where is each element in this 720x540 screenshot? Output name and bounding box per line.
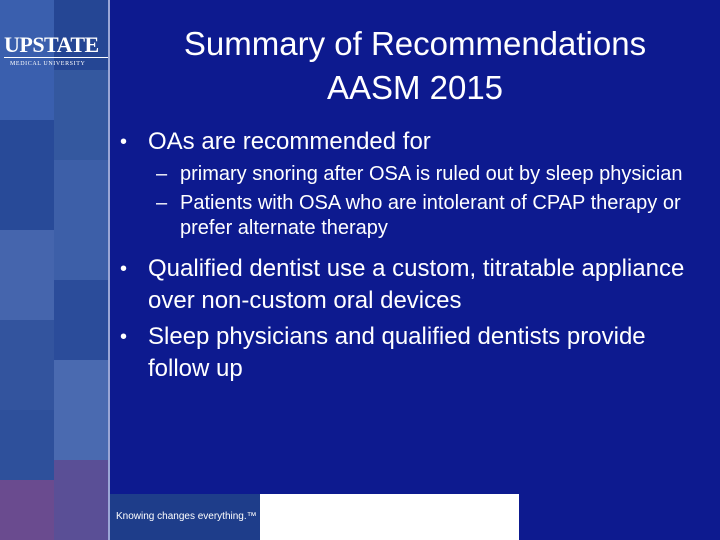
mosaic-tile (54, 460, 108, 540)
bullet-text: OAs are recommended for (148, 128, 431, 155)
title-line-1: Summary of Recommendations (183, 25, 647, 62)
title-line-2: AASM 2015 (326, 69, 504, 106)
dash-mark: – (156, 163, 168, 185)
sub-bullet-item (118, 162, 710, 187)
slide-title (110, 22, 720, 110)
bullet-dot: • (120, 258, 128, 280)
tagline: Knowing changes everything.™ (116, 511, 257, 522)
footer-banner (110, 494, 519, 540)
sub-bullet-text: primary snoring after OSA is ruled out by sleep physician (180, 163, 683, 185)
left-mosaic-strip (0, 0, 108, 540)
mosaic-tile (54, 70, 108, 160)
logo-rule (4, 57, 108, 58)
mosaic-tile (0, 320, 54, 410)
slide-body (118, 126, 710, 389)
mosaic-tile (0, 120, 54, 230)
bullet-item (118, 253, 710, 317)
bullet-text: Sleep physicians and qualified dentists provide follow up (148, 323, 646, 382)
bullet-item (118, 321, 710, 385)
bullet-text: Qualified dentist use a custom, titratable appliance over non-custom oral devices (148, 255, 685, 314)
tagline-band (110, 494, 260, 540)
dash-mark: – (156, 192, 168, 214)
bullet-dot: • (120, 326, 128, 348)
university-logo (4, 34, 108, 74)
mosaic-tile (0, 230, 54, 320)
mosaic-tile (0, 480, 54, 540)
logo-subtitle: MEDICAL UNIVERSITY (10, 61, 86, 67)
mosaic-tile (54, 280, 108, 360)
mosaic-tile (0, 410, 54, 480)
bullet-dot: • (120, 131, 128, 153)
mosaic-tile (54, 160, 108, 280)
sub-bullet-text: Patients with OSA who are intolerant of CPAP therapy or prefer alternate therapy (180, 192, 681, 239)
logo-wordmark: UPSTATE (4, 32, 99, 57)
sub-bullet-item (118, 191, 710, 241)
mosaic-tile (54, 360, 108, 460)
bullet-item (118, 126, 710, 158)
